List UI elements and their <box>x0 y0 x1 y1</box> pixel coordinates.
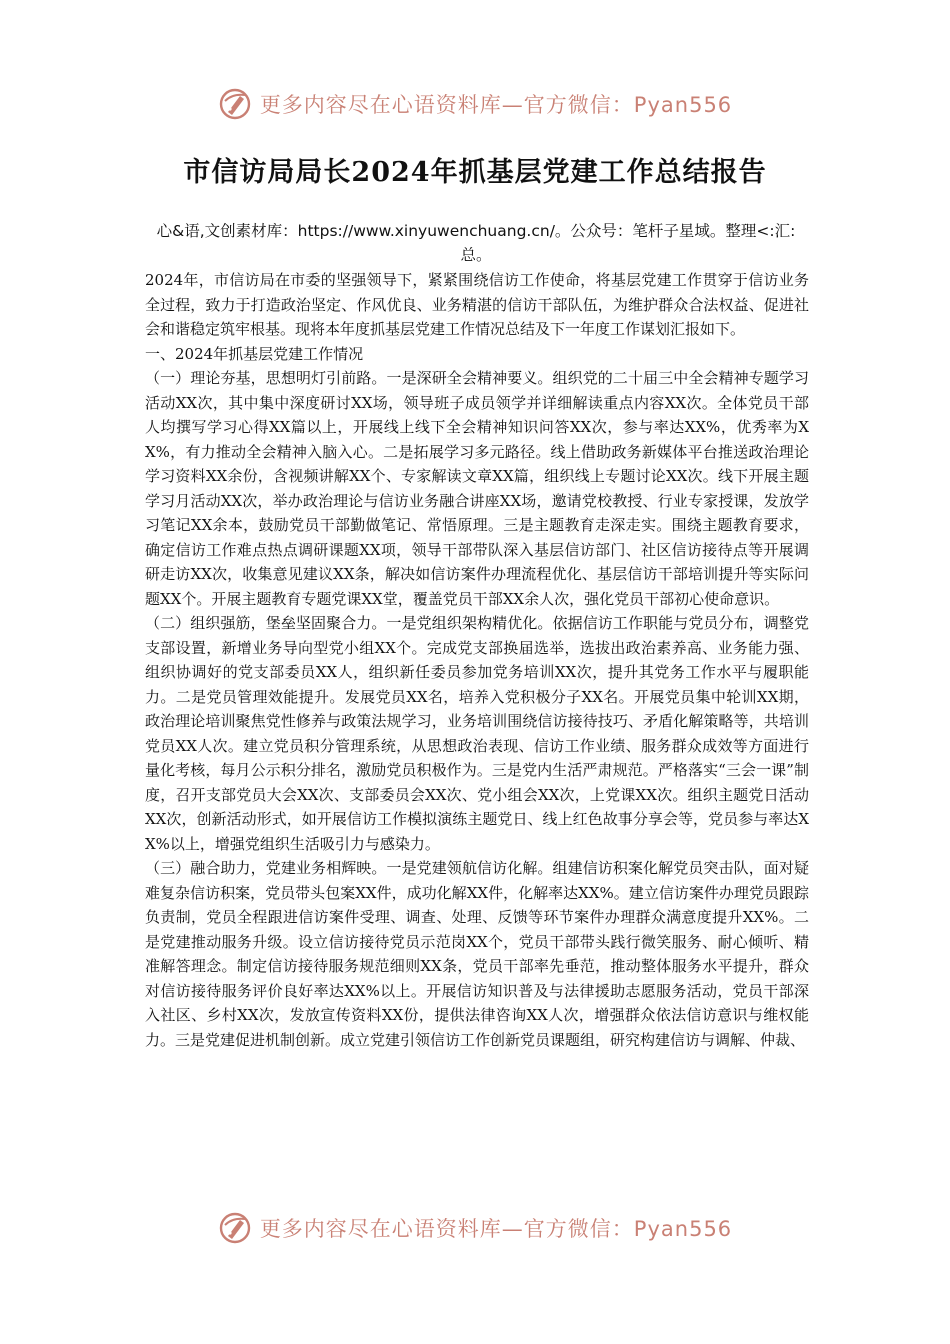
source-line: 心&语,文创素材库：https://www.xinyuwenchuang.cn/。公众号：笔杆子星域。整理<:汇:总。 <box>156 222 796 264</box>
body-paragraph: （三）融合助力，党建业务相辉映。一是党建领航信访化解。组建信访积案化解党员突击队，面对疑难复杂信访积案，党员带头包案XX件，成功化解XX件，化解率达XX%。建立信访案件办理党员跟踪负责制，党员全程跟进信访案件受理、调查、处理、反馈等环节案件办理群众满意度提升XX%。二是党建推动服务升级。设立信访接待党员示范岗XX个，党员干部带头践行微笑服务、耐心倾听、精准解答理念。制定信访接待服务规范细则XX条，党员干部率先垂范，推动整体服务水平提升，群众对信访接待服务评价良好率达XX%以上。开展信访知识普及与法律援助志愿服务活动，党员干部深入社区、乡村XX次，发放宣传资料XX份，提供法律咨询XX人次，增强群众依法信访意识与维权能力。三是党建促进机制创新。成立党建引领信访工作创新党员课题组，研究构建信访与调解、仲裁、 <box>145 859 809 1049</box>
document-title: 市信访局局长2024年抓基层党建工作总结报告 <box>183 157 767 188</box>
body-paragraph: （一）理论夯基，思想明灯引前路。一是深研全会精神要义。组织党的二十届三中全会精神专题学习活动XX次，其中集中深度研讨XX场，领导班子成员领学并详细解读重点内容XX次。全体党员干部人均撰写学习心得XX篇以上，开展线上线下全会精神知识问答XX次，参与率达XX%，优秀率为XX%，有力推动全会精神入脑入心。二是拓展学习多元路径。线上借助政务新媒体平台推送政治理论学习资料XX余份，含视频讲解XX个、专家解读文章XX篇，组织线上专题讨论XX次。线下开展主题学习月活动XX次，举办政治理论与信访业务融合讲座XX场，邀请党校教授、行业专家授课，发放学习笔记XX余本，鼓励党员干部勤做笔记、常悟原理。三是主题教育走深走实。围绕主题教育要求，确定信访工作难点热点调研课题XX项，领导干部带队深入基层信访部门、社区信访接待点等开展调研走访XX次，收集意见建议XX条，解决如信访案件办理流程优化、基层信访干部培训提升等实际问题XX个。开展主题教育专题党课XX堂，覆盖党员干部XX余人次，强化党员干部初心使命意识。 <box>145 369 809 608</box>
banner-text: 更多内容尽在心语资料库—官方微信：Pyan556 <box>259 93 733 117</box>
footer-watermark-banner <box>0 1208 950 1248</box>
intro-paragraph: 2024年，市信访局在市委的坚强领导下，紧紧围绕信访工作使命，将基层党建工作贯穿于信访业务全过程，致力于打造政治坚定、作风优良、业务精湛的信访干部队伍，为维护群众合法权益、促进社会和谐稳定筑牢根基。现将本年度抓基层党建工作情况总结及下一年度工作谋划汇报如下。 <box>145 271 809 338</box>
pen-nib-circle-icon <box>218 87 252 121</box>
document-body <box>145 268 809 1052</box>
pen-nib-circle-icon <box>218 1211 252 1245</box>
header-watermark-banner <box>0 84 950 124</box>
section-heading: 一、2024年抓基层党建工作情况 <box>145 344 364 363</box>
body-paragraph: （二）组织强筋，堡垒坚固聚合力。一是党组织架构精优化。依据信访工作职能与党员分布，调整党支部设置，新增业务导向型党小组XX个。完成党支部换届选举，选拔出政治素养高、业务能力强、组织协调好的党支部委员XX人，组织新任委员参加党务培训XX次，提升其党务工作水平与履职能力。二是党员管理效能提升。发展党员XX名，培养入党积极分子XX名。开展党员集中轮训XX期，政治理论培训聚焦党性修养与政策法规学习，业务培训围绕信访接待技巧、矛盾化解策略等，共培训党员XX人次。建立党员积分管理系统，从思想政治表现、信访工作业绩、服务群众成效等方面进行量化考核，每月公示积分排名，激励党员积极作为。三是党内生活严肃规范。严格落实“三会一课”制度，召开支部党员大会XX次、支部委员会XX次、党小组会XX次，上党课XX次。组织主题党日活动XX次，创新活动形式，如开展信访工作模拟演练主题党日、线上红色故事分享会等，党员参与率达XX%以上，增强党组织生活吸引力与感染力。 <box>145 614 809 853</box>
banner-text: 更多内容尽在心语资料库—官方微信：Pyan556 <box>259 1217 733 1241</box>
